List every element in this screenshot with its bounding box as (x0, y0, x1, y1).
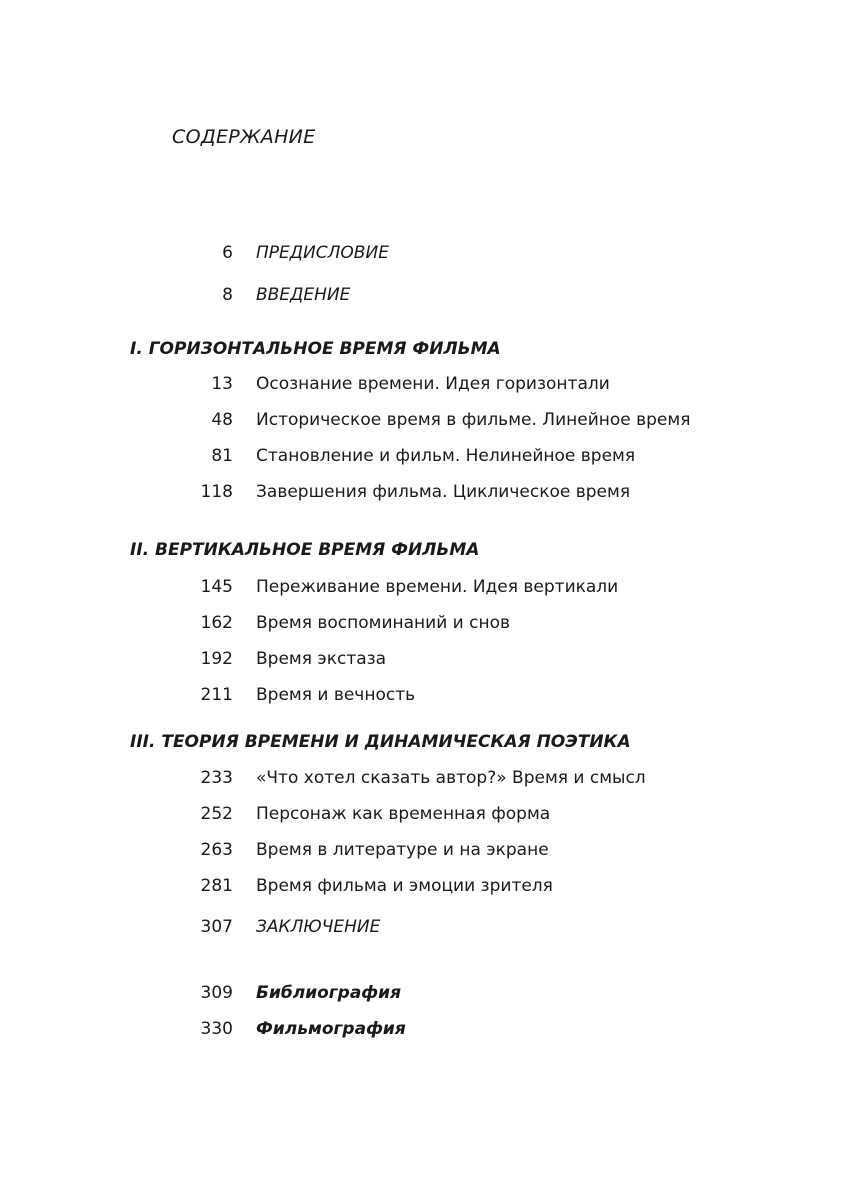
toc-entry[interactable] (0, 443, 845, 469)
page-title: СОДЕРЖАНИЕ (172, 126, 316, 148)
page-number: 281 (200, 876, 233, 896)
entry-title: Время и вечность (256, 685, 416, 705)
page-number: 263 (200, 840, 233, 860)
entry-title: Завершения фильма. Циклическое время (256, 482, 631, 502)
entry-title: Время экстаза (256, 649, 387, 669)
page-number: 192 (200, 649, 233, 669)
entry-title: ЗАКЛЮЧЕНИЕ (256, 917, 381, 937)
page-number: 118 (200, 482, 233, 502)
toc-entry[interactable] (0, 574, 845, 600)
page-number: 309 (200, 983, 233, 1003)
toc-entry[interactable] (0, 801, 845, 827)
toc-entry[interactable] (0, 682, 845, 708)
toc-entry-introduction[interactable] (0, 282, 845, 308)
page-number: 233 (200, 768, 233, 788)
page-number: 211 (200, 685, 233, 705)
entry-title: Время фильма и эмоции зрителя (256, 876, 553, 896)
part-heading-2: II. ВЕРТИКАЛЬНОЕ ВРЕМЯ ФИЛЬМА (130, 540, 480, 560)
toc-entry-bibliography[interactable] (0, 980, 845, 1006)
entry-title: Время воспоминаний и снов (256, 613, 511, 633)
toc-entry-filmography[interactable] (0, 1016, 845, 1042)
page-number: 8 (222, 285, 233, 305)
entry-title: Библиография (256, 983, 401, 1003)
part-heading-3: III. ТЕОРИЯ ВРЕМЕНИ И ДИНАМИЧЕСКАЯ ПОЭТИКА (130, 732, 631, 752)
toc-entry[interactable] (0, 837, 845, 863)
page-number: 252 (200, 804, 233, 824)
page-number: 13 (211, 374, 233, 394)
entry-title: Историческое время в фильме. Линейное время (256, 410, 691, 430)
entry-title: Переживание времени. Идея вертикали (256, 577, 619, 597)
entry-title: Персонаж как временная форма (256, 804, 551, 824)
toc-entry[interactable] (0, 479, 845, 505)
page-number: 48 (211, 410, 233, 430)
page-number: 162 (200, 613, 233, 633)
page-number: 81 (211, 446, 233, 466)
entry-title: «Что хотел сказать автор?» Время и смысл (256, 768, 646, 788)
page-number: 307 (200, 917, 233, 937)
entry-title: Фильмография (256, 1019, 406, 1039)
entry-title: ВВЕДЕНИЕ (256, 285, 351, 305)
entry-title: Становление и фильм. Нелинейное время (256, 446, 636, 466)
toc-entry[interactable] (0, 765, 845, 791)
page-number: 330 (200, 1019, 233, 1039)
entry-title: Осознание времени. Идея горизонтали (256, 374, 610, 394)
page-number: 145 (200, 577, 233, 597)
page-number: 6 (222, 243, 233, 263)
toc-entry[interactable] (0, 371, 845, 397)
toc-entry[interactable] (0, 610, 845, 636)
toc-entry[interactable] (0, 873, 845, 899)
entry-title: Время в литературе и на экране (256, 840, 549, 860)
toc-entry-preface[interactable] (0, 240, 845, 266)
toc-entry-conclusion[interactable] (0, 914, 845, 940)
entry-title: ПРЕДИСЛОВИЕ (256, 243, 389, 263)
part-heading-1: I. ГОРИЗОНТАЛЬНОЕ ВРЕМЯ ФИЛЬМА (130, 339, 501, 359)
toc-entry[interactable] (0, 407, 845, 433)
toc-entry[interactable] (0, 646, 845, 672)
